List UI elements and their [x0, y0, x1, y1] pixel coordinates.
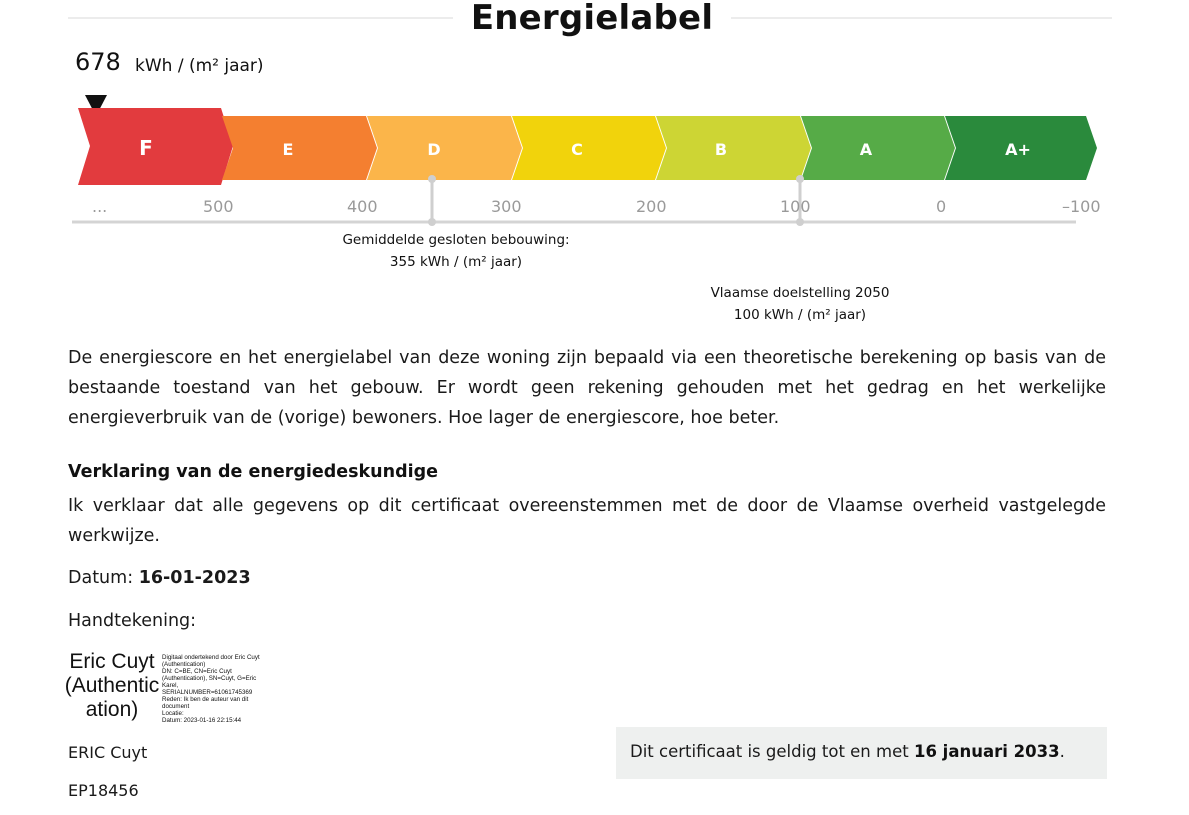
- signature-name: [62, 650, 162, 722]
- flemish-target-label: Vlaamse doelstelling 2050: [710, 285, 890, 301]
- label-arrow-d: [367, 116, 522, 180]
- signature-label: Handtekening:: [68, 611, 197, 631]
- expert-name: ERIC Cuyt: [68, 743, 148, 762]
- signature-detail-line: (Authentication): [162, 661, 206, 668]
- label-arrow-f: [78, 108, 233, 185]
- scale-tick: 400: [347, 197, 378, 216]
- declaration-text: Ik verklaar dat alle gegevens op dit certificaat overeenstemmen met de door de Vlaamse overheid vastgelegde werkwijze.: [68, 496, 1106, 546]
- page-title: Energielabel: [470, 0, 714, 38]
- average-building-label: Gemiddelde gesloten bebouwing:: [342, 232, 570, 248]
- label-text-c: C: [571, 140, 583, 159]
- target-marker-dot-bottom: [796, 218, 804, 226]
- signature-name-line: Eric Cuyt: [69, 650, 155, 673]
- label-arrow-c: [512, 116, 666, 180]
- average-building-value: 355 kWh / (m² jaar): [389, 254, 523, 270]
- scale-tick: –100: [1062, 197, 1101, 216]
- label-text-d: D: [427, 140, 441, 159]
- label-text-aplus: A+: [1005, 140, 1031, 159]
- signature-name-line: (Authentic: [64, 674, 160, 697]
- label-arrow-a: [801, 116, 955, 180]
- label-text-b: B: [714, 140, 728, 159]
- label-text-a: A: [859, 140, 873, 159]
- validity-prefix: Dit certificaat is geldig tot en met: [630, 742, 909, 761]
- target-marker-dot-top: [796, 175, 804, 183]
- label-arrow-b: [656, 116, 811, 180]
- validity-suffix: .: [1059, 742, 1065, 761]
- date-label: Datum:: [68, 568, 134, 588]
- signature-details: [162, 654, 262, 724]
- average-building-note: [336, 229, 576, 273]
- validity-date: 16 januari 2033: [913, 742, 1060, 761]
- scale-tick: ...: [92, 197, 108, 216]
- flemish-target-value: 100 kWh / (m² jaar): [733, 307, 867, 323]
- date-value: 16-01-2023: [138, 568, 251, 588]
- signature-detail-line: Reden: Ik ben de auteur van dit: [162, 696, 249, 703]
- date-row: [68, 568, 251, 588]
- scale-tick: 100: [780, 197, 811, 216]
- signature-name-line: ation): [85, 698, 139, 721]
- signature-detail-line: document: [162, 703, 190, 710]
- label-arrow-e: [222, 116, 377, 180]
- scale-tick: 500: [203, 197, 234, 216]
- label-text-e: E: [282, 140, 294, 159]
- signature-detail-line: Digitaal ondertekend door Eric Cuyt: [162, 654, 260, 661]
- declaration-heading: Verklaring van de energiedeskundige: [68, 462, 439, 482]
- average-marker-dot-top: [428, 175, 436, 183]
- scale-tick: 300: [491, 197, 522, 216]
- signature-detail-line: Karel,: [162, 682, 179, 689]
- flemish-target-note: [700, 282, 900, 326]
- validity-box: [616, 727, 1107, 779]
- validity-text: [630, 742, 1065, 761]
- signature-detail-line: Locatie:: [162, 710, 184, 717]
- energy-score-unit: kWh / (m² jaar): [135, 56, 264, 76]
- scale-tick: 0: [936, 197, 947, 216]
- expert-number: EP18456: [68, 781, 139, 800]
- signature-detail-line: DN: C=BE, CN=Eric Cuyt: [162, 668, 232, 675]
- energy-score-description: De energiescore en het energielabel van deze woning zijn bepaald via een theoretische berekening op basis van de bestaande toestand van het gebouw. Er wordt geen rekening gehouden met het gedrag en het werkelijke energieverbruik van de (vorige) bewoners. Hoe lager de energiescore, hoe beter.: [68, 348, 1106, 428]
- scale-tick: 200: [636, 197, 667, 216]
- energy-label-scale: [0, 0, 1189, 240]
- label-text-f: F: [139, 136, 153, 160]
- signature-detail-line: Datum: 2023-01-16 22:15:44: [162, 717, 242, 724]
- average-marker-dot-bottom: [428, 218, 436, 226]
- signature-detail-line: SERIALNUMBER=61061745369: [162, 689, 253, 696]
- signature-detail-line: (Authentication), SN=Cuyt, G=Eric: [162, 675, 257, 682]
- energy-score-value: 678: [75, 48, 121, 76]
